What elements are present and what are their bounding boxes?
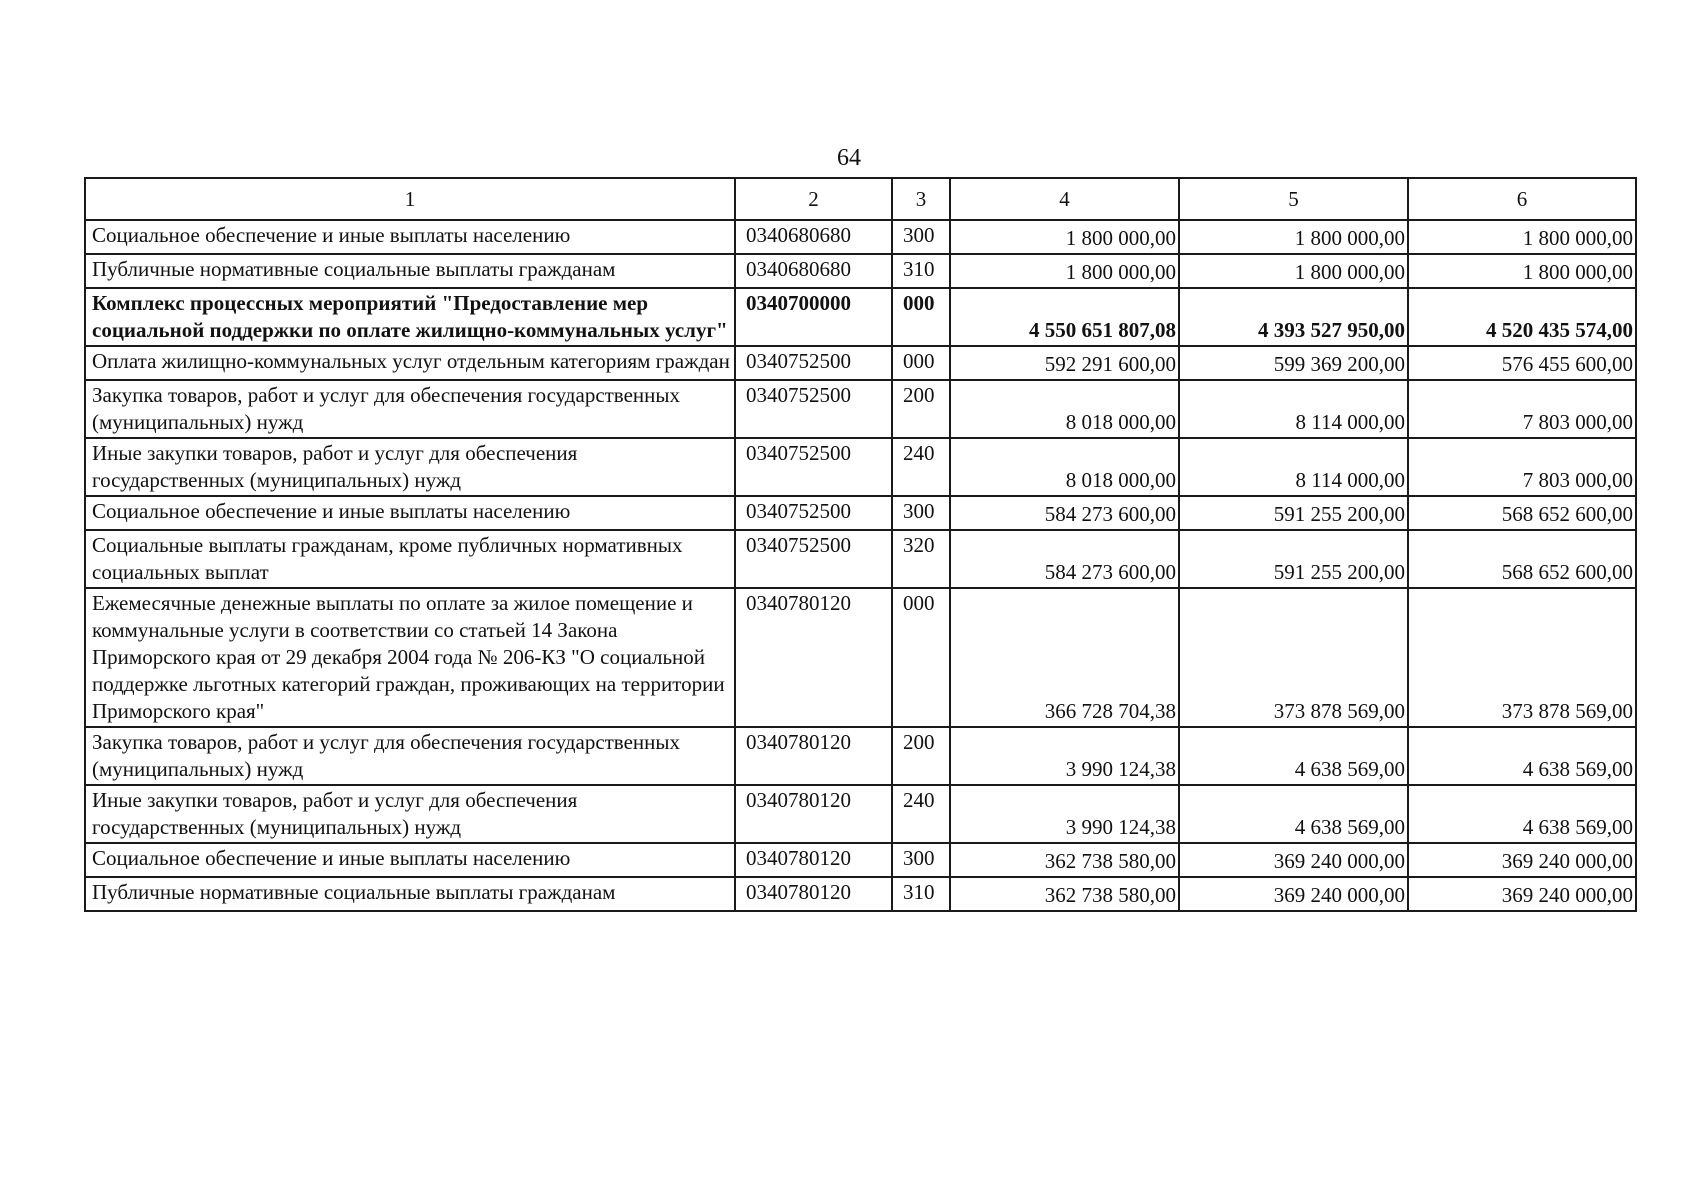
row-amount-col5: 4 638 569,00 <box>1179 727 1408 785</box>
row-expense-type-cell: 300 <box>892 496 950 530</box>
table-row <box>85 877 1636 911</box>
row-name-cell: Ежемесячные денежные выплаты по оплате за жилое помещение и коммунальные услуги в соответствии со статьей 14 Закона Приморского края от 29 декабря 2004 года № 206-КЗ "О социальной поддержке льготных категорий граждан, проживающих на территории Приморского края" <box>85 588 735 727</box>
table-row <box>85 380 1636 438</box>
row-code-cell: 0340680680 <box>735 254 892 288</box>
row-code-cell: 0340752500 <box>735 380 892 438</box>
row-amount-col6: 1 800 000,00 <box>1408 254 1636 288</box>
row-amount-col6: 4 638 569,00 <box>1408 785 1636 843</box>
row-expense-type-cell: 000 <box>892 588 950 727</box>
row-amount-col5: 1 800 000,00 <box>1179 254 1408 288</box>
row-amount-col4: 8 018 000,00 <box>950 380 1179 438</box>
row-name-cell: Иные закупки товаров, работ и услуг для обеспечения государственных (муниципальных) нужд <box>85 785 735 843</box>
row-code-cell: 0340752500 <box>735 346 892 380</box>
row-amount-col6: 7 803 000,00 <box>1408 438 1636 496</box>
table-row <box>85 496 1636 530</box>
row-amount-col5: 369 240 000,00 <box>1179 843 1408 877</box>
table-row <box>85 727 1636 785</box>
row-amount-col4: 366 728 704,38 <box>950 588 1179 727</box>
row-code-cell: 0340780120 <box>735 843 892 877</box>
row-name-cell: Закупка товаров, работ и услуг для обеспечения государственных (муниципальных) нужд <box>85 380 735 438</box>
row-name-cell: Иные закупки товаров, работ и услуг для обеспечения государственных (муниципальных) нужд <box>85 438 735 496</box>
row-code-cell: 0340780120 <box>735 727 892 785</box>
table-row <box>85 588 1636 727</box>
row-amount-col4: 584 273 600,00 <box>950 496 1179 530</box>
row-amount-col4: 362 738 580,00 <box>950 843 1179 877</box>
row-amount-col4: 8 018 000,00 <box>950 438 1179 496</box>
row-expense-type-cell: 300 <box>892 220 950 254</box>
row-amount-col6: 4 638 569,00 <box>1408 727 1636 785</box>
table-row <box>85 785 1636 843</box>
row-expense-type-cell: 200 <box>892 727 950 785</box>
row-amount-col6: 1 800 000,00 <box>1408 220 1636 254</box>
row-code-cell: 0340680680 <box>735 220 892 254</box>
row-code-cell: 0340752500 <box>735 438 892 496</box>
row-code-cell: 0340780120 <box>735 877 892 911</box>
row-expense-type-cell: 300 <box>892 843 950 877</box>
row-code-cell: 0340752500 <box>735 530 892 588</box>
table-row <box>85 254 1636 288</box>
table-row <box>85 530 1636 588</box>
row-expense-type-cell: 200 <box>892 380 950 438</box>
table-row <box>85 220 1636 254</box>
row-amount-col6: 568 652 600,00 <box>1408 496 1636 530</box>
row-name-cell: Оплата жилищно-коммунальных услуг отдельным категориям граждан <box>85 346 735 380</box>
row-name-cell: Социальные выплаты гражданам, кроме публичных нормативных социальных выплат <box>85 530 735 588</box>
row-amount-col4: 592 291 600,00 <box>950 346 1179 380</box>
row-name-cell: Публичные нормативные социальные выплаты гражданам <box>85 254 735 288</box>
table-row <box>85 346 1636 380</box>
row-expense-type-cell: 310 <box>892 254 950 288</box>
column-header-2: 2 <box>735 178 892 220</box>
row-amount-col6: 373 878 569,00 <box>1408 588 1636 727</box>
row-amount-col6: 4 520 435 574,00 <box>1408 288 1636 346</box>
row-code-cell: 0340752500 <box>735 496 892 530</box>
row-amount-col5: 369 240 000,00 <box>1179 877 1408 911</box>
row-expense-type-cell: 320 <box>892 530 950 588</box>
column-header-6: 6 <box>1408 178 1636 220</box>
column-number-row <box>85 178 1636 220</box>
column-header-1: 1 <box>85 178 735 220</box>
row-expense-type-cell: 000 <box>892 288 950 346</box>
row-name-cell: Закупка товаров, работ и услуг для обеспечения государственных (муниципальных) нужд <box>85 727 735 785</box>
row-amount-col6: 576 455 600,00 <box>1408 346 1636 380</box>
row-expense-type-cell: 310 <box>892 877 950 911</box>
row-amount-col5: 8 114 000,00 <box>1179 438 1408 496</box>
row-amount-col5: 8 114 000,00 <box>1179 380 1408 438</box>
row-expense-type-cell: 240 <box>892 785 950 843</box>
row-name-cell: Социальное обеспечение и иные выплаты населению <box>85 496 735 530</box>
row-amount-col6: 568 652 600,00 <box>1408 530 1636 588</box>
column-header-3: 3 <box>892 178 950 220</box>
row-amount-col5: 4 638 569,00 <box>1179 785 1408 843</box>
row-amount-col5: 591 255 200,00 <box>1179 496 1408 530</box>
row-amount-col5: 4 393 527 950,00 <box>1179 288 1408 346</box>
row-amount-col6: 369 240 000,00 <box>1408 877 1636 911</box>
row-amount-col4: 4 550 651 807,08 <box>950 288 1179 346</box>
page-number: 64 <box>837 145 861 171</box>
row-amount-col5: 591 255 200,00 <box>1179 530 1408 588</box>
row-code-cell: 0340780120 <box>735 588 892 727</box>
table-row <box>85 843 1636 877</box>
row-amount-col4: 1 800 000,00 <box>950 254 1179 288</box>
row-amount-col6: 369 240 000,00 <box>1408 843 1636 877</box>
column-header-4: 4 <box>950 178 1179 220</box>
row-amount-col5: 373 878 569,00 <box>1179 588 1408 727</box>
row-name-cell: Комплекс процессных мероприятий "Предоставление мер социальной поддержки по оплате жилищно-коммунальных услуг" <box>85 288 735 346</box>
table-row-program-total <box>85 288 1636 346</box>
row-name-cell: Публичные нормативные социальные выплаты гражданам <box>85 877 735 911</box>
row-amount-col4: 584 273 600,00 <box>950 530 1179 588</box>
row-amount-col6: 7 803 000,00 <box>1408 380 1636 438</box>
row-amount-col4: 362 738 580,00 <box>950 877 1179 911</box>
table-row <box>85 438 1636 496</box>
row-amount-col5: 599 369 200,00 <box>1179 346 1408 380</box>
row-amount-col5: 1 800 000,00 <box>1179 220 1408 254</box>
row-expense-type-cell: 000 <box>892 346 950 380</box>
row-amount-col4: 3 990 124,38 <box>950 727 1179 785</box>
row-expense-type-cell: 240 <box>892 438 950 496</box>
row-name-cell: Социальное обеспечение и иные выплаты населению <box>85 220 735 254</box>
row-code-cell: 0340780120 <box>735 785 892 843</box>
row-code-cell: 0340700000 <box>735 288 892 346</box>
row-name-cell: Социальное обеспечение и иные выплаты населению <box>85 843 735 877</box>
row-amount-col4: 3 990 124,38 <box>950 785 1179 843</box>
column-header-5: 5 <box>1179 178 1408 220</box>
budget-table <box>84 177 1637 912</box>
row-amount-col4: 1 800 000,00 <box>950 220 1179 254</box>
